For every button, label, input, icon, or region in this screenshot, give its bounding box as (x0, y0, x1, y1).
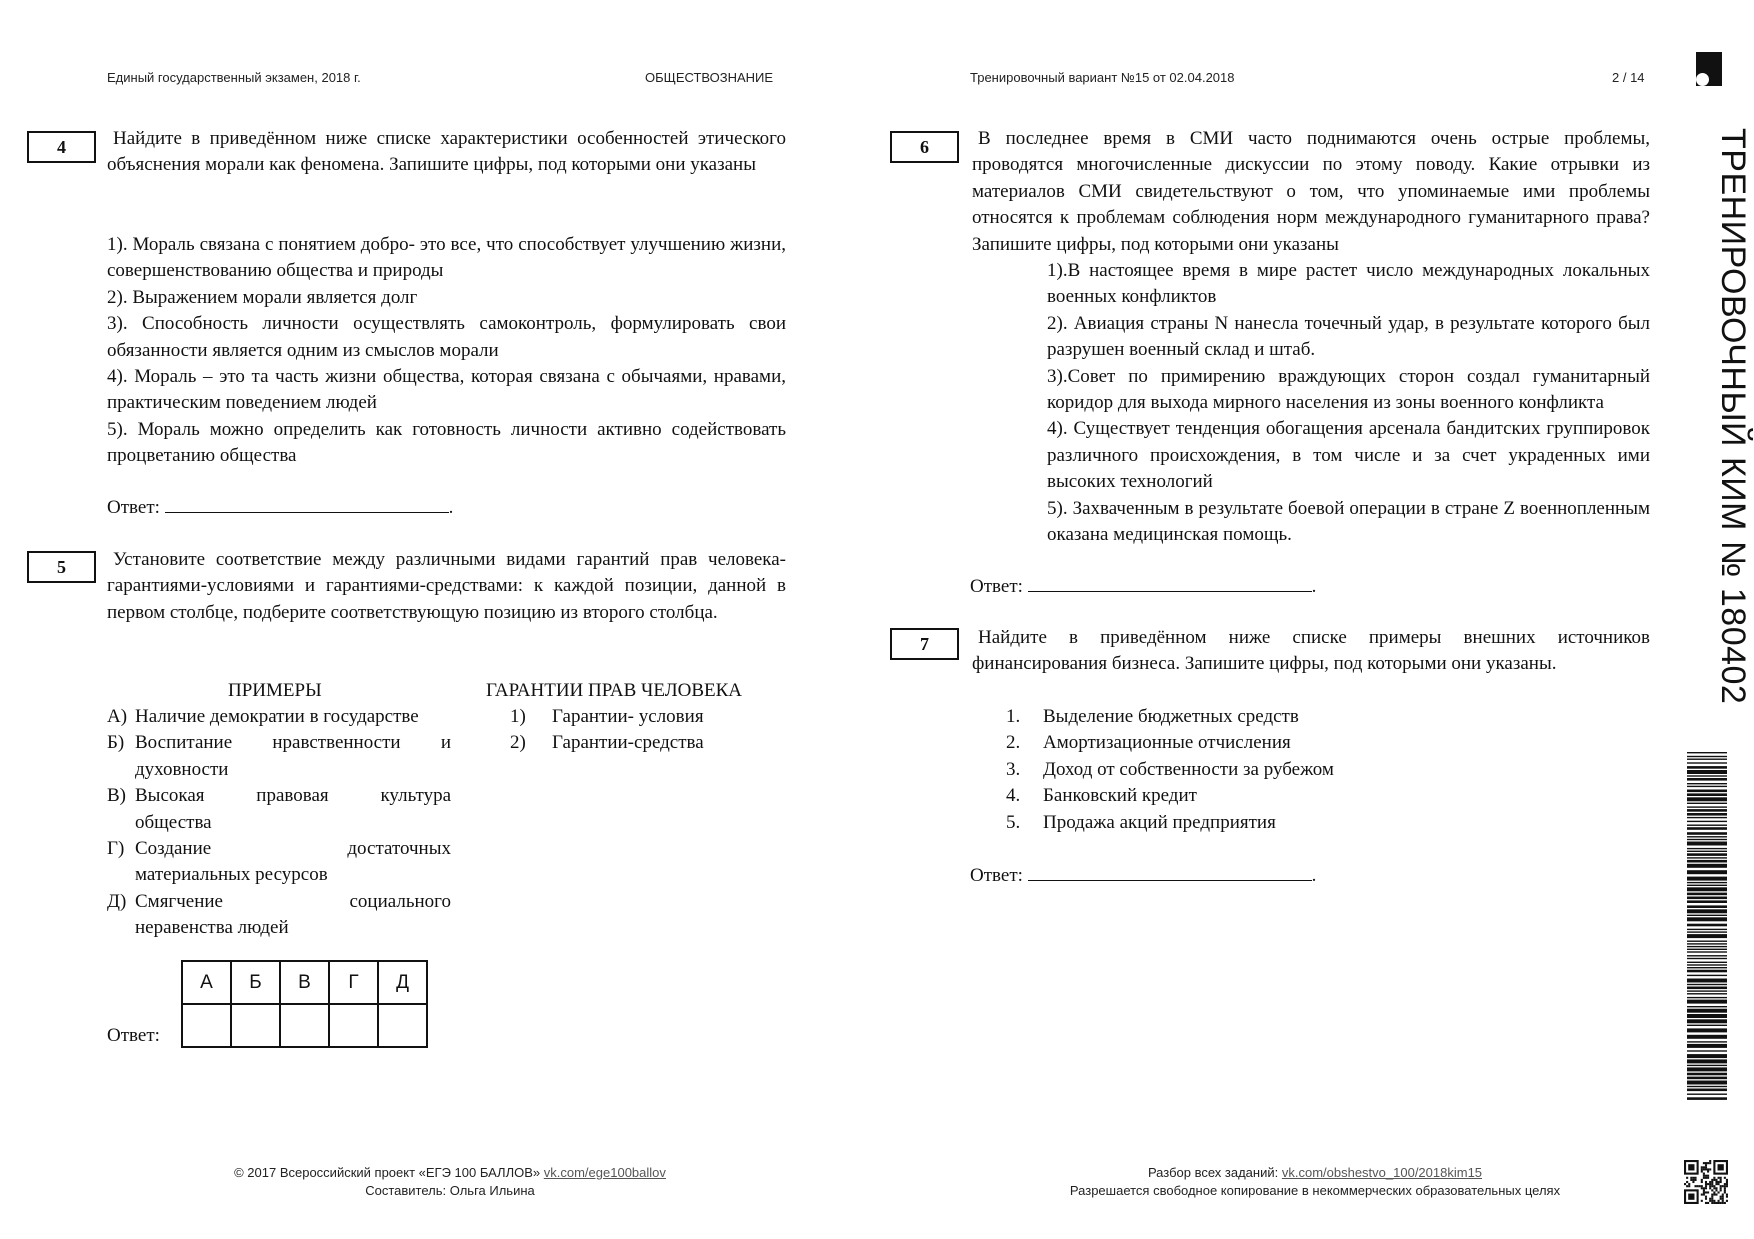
task-5-example-a: А) Наличие демократии в государстве (107, 706, 419, 727)
task-6-item-4: 4). Существует тенденция обогащения арсенала бандитских группировок различного происхождения, в том числе и за счет украденных ими высоких технологий (1047, 418, 1650, 493)
side-title: ТРЕНИРОВОЧНЫЙ КИМ № 180402 (1714, 128, 1752, 705)
answer-table-header-g: Г (329, 961, 378, 1004)
task-5-answer-label: Ответ: (107, 1025, 160, 1046)
task-4-list (107, 232, 786, 470)
task-6-answer-line[interactable] (1028, 574, 1312, 592)
task-6-item-3: 3).Совет по примирению враждующих сторон создал гуманитарный коридор для выхода мирного населения из зоны военного конфликта (1047, 365, 1650, 414)
task-5-number: 5 (27, 551, 96, 583)
answer-cell-d[interactable] (378, 1004, 427, 1047)
task-4-number: 4 (27, 131, 96, 163)
task-6-answer: Ответ: . (970, 576, 1317, 597)
answer-table-header-a: А (182, 961, 231, 1004)
task-4-prompt: Найдите в приведённом ниже списке характеристики особенностей этического объяснения морали как феномена. Запишите цифры, под которыми они указаны (107, 128, 786, 176)
answer-cell-g[interactable] (329, 1004, 378, 1047)
task-5-col-guarantees-title: ГАРАНТИИ ПРАВ ЧЕЛОВЕКА (486, 680, 742, 701)
task-7-answer: Ответ: . (970, 865, 1317, 886)
header-exam-title: Единый государственный экзамен, 2018 г. (107, 70, 361, 85)
task-5-example-d: Д) Смягчение социального неравенства людей (107, 890, 451, 939)
task-4-item-1: 1). Мораль связана с понятием добро- это все, что способствует улучшению жизни, совершенствованию общества и природы (107, 234, 786, 282)
header-subject: ОБЩЕСТВОЗНАНИЕ (645, 70, 774, 85)
footer-left: © 2017 Всероссийский проект «ЕГЭ 100 БАЛЛОВ» vk.com/ege100ballov Составитель: Ольга Ильина (234, 1165, 666, 1198)
task-7-answer-line[interactable] (1028, 863, 1312, 881)
task-6-list (1047, 258, 1650, 548)
answer-table-header-b: Б (231, 961, 280, 1004)
task-4-answer-line[interactable] (165, 495, 449, 513)
task-7-item-1: 1. Выделение бюджетных средств (1006, 706, 1299, 727)
answer-cell-v[interactable] (280, 1004, 329, 1047)
task-7-item-2: 2. Амортизационные отчисления (1006, 732, 1291, 754)
footer-right: Разбор всех заданий: vk.com/obshestvo_100/2018kim15 Разрешается свободное копирование в некоммерческих образовательных целях (1069, 1165, 1561, 1198)
task-5-examples-list (107, 704, 451, 942)
barcode-icon (1687, 752, 1727, 1102)
footer-copyright-link[interactable]: vk.com/ege100ballov (543, 1165, 666, 1180)
task-5-col-examples-title: ПРИМЕРЫ (228, 680, 322, 701)
corner-marker-icon (1696, 52, 1722, 86)
qr-code-icon (1684, 1160, 1728, 1204)
header-variant: Тренировочный вариант №15 от 02.04.2018 (970, 70, 1235, 85)
task-5-answer-table (181, 960, 428, 1048)
task-6-item-2: 2). Авиация страны N нанесла точечный удар, в результате которого был разрушен военный склад и штаб. (1047, 312, 1650, 361)
answer-table-header-v: В (280, 961, 329, 1004)
task-5-guarantees-list (510, 704, 704, 757)
answer-cell-a[interactable] (182, 1004, 231, 1047)
task-7-number: 7 (890, 628, 959, 660)
task-5-guarantee-1: 1) Гарантии- условия (510, 706, 704, 727)
task-5-prompt: Установите соответствие между различными видами гарантий прав человека- гарантиями-условиями и гарантиями-средствами: к каждой позиции, данной в первом столбце, подберите соответствующую позицию из второго столбца. (107, 549, 786, 623)
task-7-prompt: Найдите в приведённом ниже списке примеры внешних источников финансирования бизнеса. Запишите цифры, под которыми они указаны. (972, 627, 1650, 675)
task-4-item-5: 5). Мораль можно определить как готовность личности активно содействовать процветанию общества (107, 418, 786, 467)
task-5-example-g: Г) Создание достаточных материальных ресурсов (107, 838, 451, 886)
task-6-number: 6 (890, 131, 959, 163)
task-5-example-b: Б) Воспитание нравственности и духовности (107, 732, 451, 780)
task-4-item-2: 2). Выражением морали является долг (107, 286, 418, 308)
task-4-answer: Ответ: . (107, 497, 454, 518)
task-7-list (1006, 704, 1334, 836)
task-7-item-3: 3. Доход от собственности за рубежом (1006, 758, 1334, 780)
answer-cell-b[interactable] (231, 1004, 280, 1047)
task-5-example-v: В) Высокая правовая культура общества (107, 785, 451, 833)
task-6-item-5: 5). Захваченным в результате боевой операции в стране Z военнопленным оказана медицинская помощь. (1047, 497, 1650, 546)
task-5-guarantee-2: 2) Гарантии-средства (510, 732, 704, 754)
task-7-item-4: 4. Банковский кредит (1006, 785, 1197, 807)
task-6-item-1: 1).В настоящее время в мире растет число международных локальных военных конфликтов (1047, 260, 1650, 308)
task-4-item-4: 4). Мораль – это та часть жизни общества, которая связана с обычаями, нравами, практическим поведением людей (107, 366, 786, 414)
header-page-number: 2 / 14 (1612, 70, 1645, 85)
task-4-item-3: 3). Способность личности осуществлять самоконтроль, формулировать свои обязанности является одним из смыслов морали (107, 313, 786, 361)
footer-analysis-link[interactable]: vk.com/obshestvo_100/2018kim15 (1281, 1165, 1483, 1180)
answer-table-header-d: Д (378, 961, 427, 1004)
task-7-item-5: 5. Продажа акций предприятия (1006, 811, 1276, 833)
task-6-prompt: В последнее время в СМИ часто поднимаются очень острые проблемы, проводятся многочисленные дискуссии по этому поводу. Какие отрывки из материалов СМИ свидетельствуют о том, что упоминаемые ими проблемы относятся к проблемам соблюдения норм международного гуманитарного права? Запишите цифры, под которыми они указаны (972, 128, 1650, 255)
